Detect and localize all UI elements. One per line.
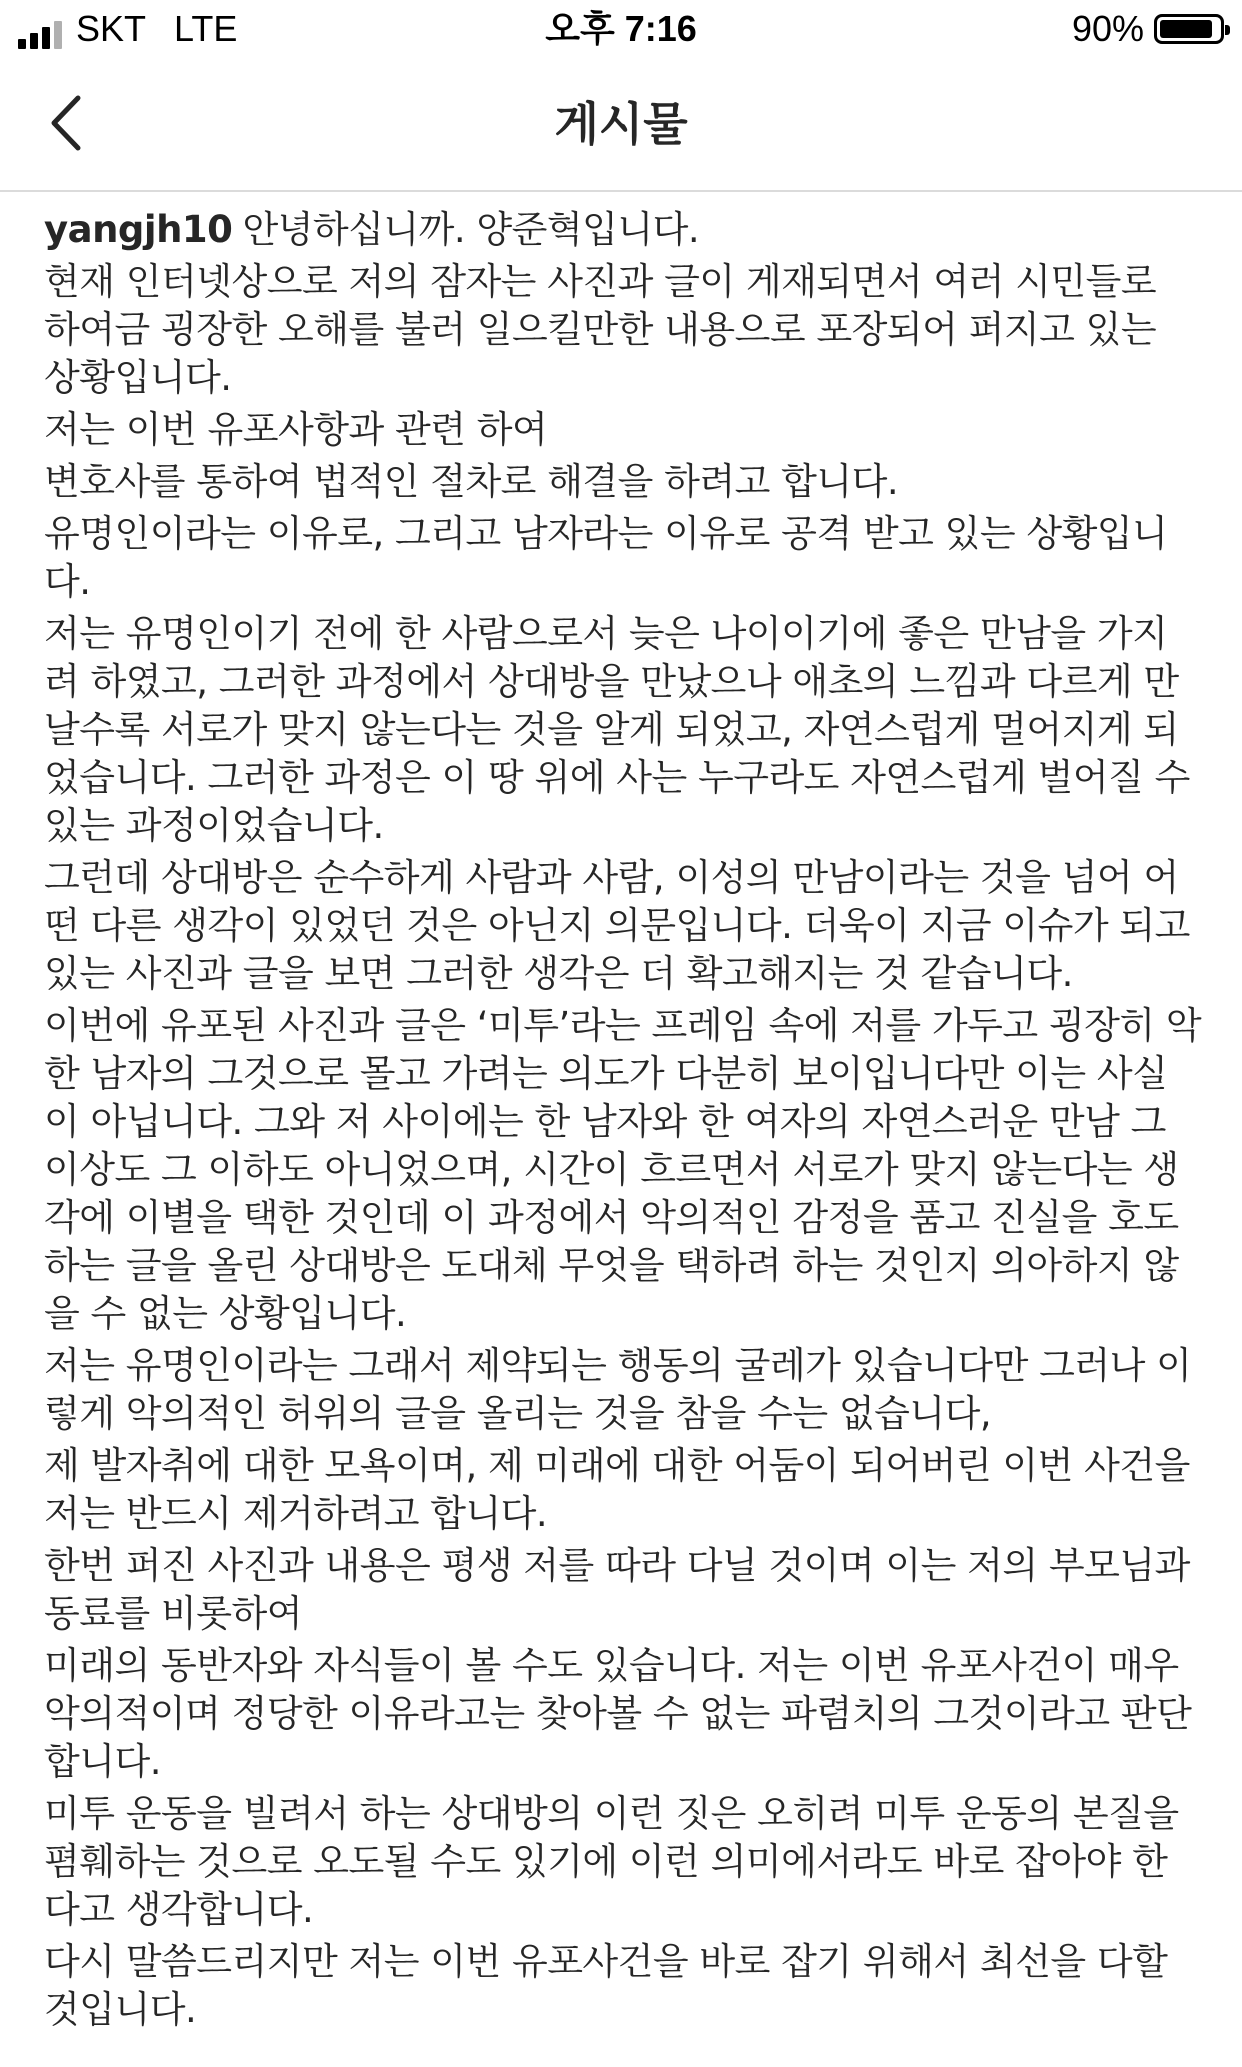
caption-paragraph: 제 발자취에 대한 모욕이며, 제 미래에 대한 어둠이 되어버린 이번 사건을 저는 반드시 제거하려고 합니다. xyxy=(44,1444,1190,1535)
battery-percent: 90% xyxy=(1071,8,1144,49)
caption-greeting: 안녕하십니까. 양준혁입니다. xyxy=(242,208,700,251)
carrier-label: SKT xyxy=(76,8,147,49)
caption-paragraph: 이번에 유포된 사진과 글은 ‘미투’라는 프레임 속에 저를 가두고 굉장히 악한 남자의 그것으로 몰고 가려는 의도가 다분히 보이입니다만 이는 사실이 아닙니다. 그와 저 사이에는 한 남자와 한 여자의 자연스러운 만남 그 이상도 그 이하도 아니었으며, 시간이 흐르면서 서로가 맞지 않는다는 생각에 이별을 택한 것인데 이 과정에서 악의적인 감정을 품고 진실을 호도하는 글을 올린 상대방은 도대체 무엇을 택하려 하는 것인지 의아하지 않을 수 없는 상황입니다. xyxy=(44,1004,1202,1335)
caption-first-line xyxy=(44,206,1202,254)
caption-paragraph: 유명인이라는 이유로, 그리고 남자라는 이유로 공격 받고 있는 상황입니다. xyxy=(44,512,1168,603)
battery-cap xyxy=(1225,25,1230,35)
caption-paragraph: 현재 인터넷상으로 저의 잠자는 사진과 글이 게재되면서 여러 시민들로 하여금 굉장한 오해를 불러 일으킬만한 내용으로 포장되어 퍼지고 있는 상황입니다. xyxy=(44,260,1157,399)
caption-paragraph: 그런데 상대방은 순수하게 사람과 사람, 이성의 만남이라는 것을 넘어 어떤 다른 생각이 있었던 것은 아닌지 의문입니다. 더욱이 지금 이슈가 되고 있는 사진과 글을 보면 그러한 생각은 더 확고해지는 것 같습니다. xyxy=(44,856,1190,995)
caption-paragraph: 저는 이번 유포사항과 관련 하여 xyxy=(44,408,548,451)
battery-icon xyxy=(1154,14,1224,44)
status-bar xyxy=(0,0,1242,60)
caption-paragraph: 저는 유명인이라는 그래서 제약되는 행동의 굴레가 있습니다만 그러나 이렇게 악의적인 허위의 글을 올리는 것을 참을 수는 없습니다, xyxy=(44,1344,1192,1435)
status-right xyxy=(1072,9,1224,49)
battery-level-fill xyxy=(1160,20,1212,38)
status-time: 오후 7:16 xyxy=(545,8,697,49)
caption-paragraph: 미래의 동반자와 자식들이 볼 수도 있습니다. 저는 이번 유포사건이 매우 악의적이며 정당한 이유라고는 찾아볼 수 없는 파렴치의 그것이라고 판단합니다. xyxy=(44,1644,1192,1783)
network-type: LTE xyxy=(174,8,238,49)
caption-paragraph: 미투 운동을 빌려서 하는 상대방의 이런 짓은 오히려 미투 운동의 본질을 폄훼하는 것으로 오도될 수도 있기에 이런 의미에서라도 바로 잡아야 한다고 생각합니다. xyxy=(44,1792,1179,1931)
page-title: 게시물 xyxy=(554,97,688,151)
caption-paragraph: 저는 유명인이기 전에 한 사람으로서 늦은 나이이기에 좋은 만남을 가지려 하였고, 그러한 과정에서 상대방을 만났으나 애초의 느낌과 다르게 만날수록 서로가 맞지 않는다는 것을 알게 되었고, 자연스럽게 멀어지게 되었습니다. 그러한 과정은 이 땅 위에 사는 누구라도 자연스럽게 벌어질 수 있는 과정이었습니다. xyxy=(44,612,1190,847)
caption-paragraph: 다시 말씀드리지만 저는 이번 유포사건을 바로 잡기 위해서 최선을 다할 것입니다. xyxy=(44,1940,1168,2031)
caption-paragraph: 변호사를 통하여 법적인 절차로 해결을 하려고 합니다. xyxy=(44,460,899,503)
navigation-bar xyxy=(0,60,1242,192)
post-caption xyxy=(0,192,1242,2034)
caption-paragraph: 한번 퍼진 사진과 내용은 평생 저를 따라 다닐 것이며 이는 저의 부모님과 동료를 비롯하여 xyxy=(44,1544,1190,1635)
author-username[interactable]: yangjh10 xyxy=(44,208,233,251)
